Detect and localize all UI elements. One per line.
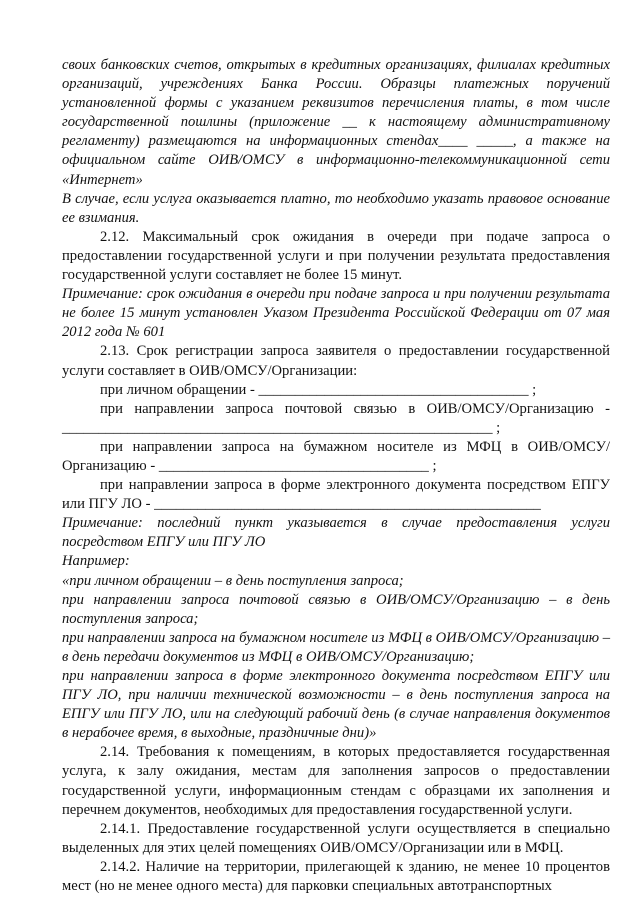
example-personal: «при личном обращении – в день поступления запроса; [62, 572, 404, 589]
document-page [62, 56, 610, 896]
item-personal-visit: при личном обращении - _____________________________________ ; [100, 381, 537, 398]
paragraph-paid-service-note: В случае, если услуга оказывается платно, то необходимо указать правовое основание ее взимания. [62, 190, 610, 226]
paragraph-2-13: 2.13. Срок регистрации запроса заявителя о предоставлении государственной услуги составляет в ОИВ/ОМСУ/Организации: [62, 343, 610, 379]
item-mfc-paper: при направлении запроса на бумажном носителе из МФЦ в ОИВ/ОМСУ/Организацию - _____________________________________ ; [62, 438, 610, 474]
paragraph-2-14-1: 2.14.1. Предоставление государственной услуги осуществляется в специально выделенных для этих целей помещениях ОИВ/ОМСУ/Организации или в МФЦ. [62, 820, 610, 856]
paragraph-2-14-2: 2.14.2. Наличие на территории, прилегающей к зданию, не менее 10 процентов мест (но не менее одного места) для парковки специальных автотранспортных [62, 858, 610, 895]
item-postal: при направлении запроса почтовой связью в ОИВ/ОМСУ/Организацию - ___________________________________________________________ ; [62, 400, 610, 436]
example-postal: при направлении запроса почтовой связью в ОИВ/ОМСУ/Организацию – в день поступления запроса; [62, 591, 610, 627]
note-last-item: Примечание: последний пункт указывается в случае предоставления услуги посредством ЕПГУ или ПГУ ЛО [62, 515, 610, 551]
paragraph-payment-samples: своих банковских счетов, открытых в кредитных организациях, филиалах кредитных организаций, учреждениях Банка России. Образцы платежных поручений установленной формы с указанием реквизитов перечисления платы, в том числе государственной пошлины (приложение __ к настоящему административному регламенту) размещаются на информационных стендах____ _____, а также на официальном сайте ОИВ/ОМСУ в информационно-телекоммуникационной сети «Интернет» [62, 57, 610, 188]
paragraph-2-12: 2.12. Максимальный срок ожидания в очереди при подаче запроса о предоставлении государственной услуги и при получении результата предоставления государственной услуги составляет не более 15 минут. [62, 228, 610, 284]
item-electronic: при направлении запроса в форме электронного документа посредством ЕПГУ или ПГУ ЛО - _____________________________________________________ [62, 477, 610, 513]
example-heading: Например: [62, 553, 130, 570]
note-waiting-time: Примечание: срок ожидания в очереди при подаче запроса и при получении результата не более 15 минут установлен Указом Президента Российской Федерации от 07 мая 2012 года № 601 [62, 286, 610, 341]
paragraph-2-14: 2.14. Требования к помещениям, в которых предоставляется государственная услуга, к залу ожидания, местам для заполнения запросов о предоставлении государственной услуги, информационным стендам с образцами их заполнения и перечнем документов, необходимых для предоставления государственной услуги. [62, 744, 610, 818]
example-electronic: при направлении запроса в форме электронного документа посредством ЕПГУ или ПГУ ЛО, при наличии технической возможности – в день поступления запроса на ЕПГУ или ПГУ ЛО, или на следующий рабочий день (в случае направления документов в нерабочее время, в выходные, праздничные дни)» [62, 668, 610, 742]
example-mfc: при направлении запроса на бумажном носителе из МФЦ в ОИВ/ОМСУ/Организацию – в день передачи документов из МФЦ в ОИВ/ОМСУ/Организацию; [62, 629, 610, 665]
